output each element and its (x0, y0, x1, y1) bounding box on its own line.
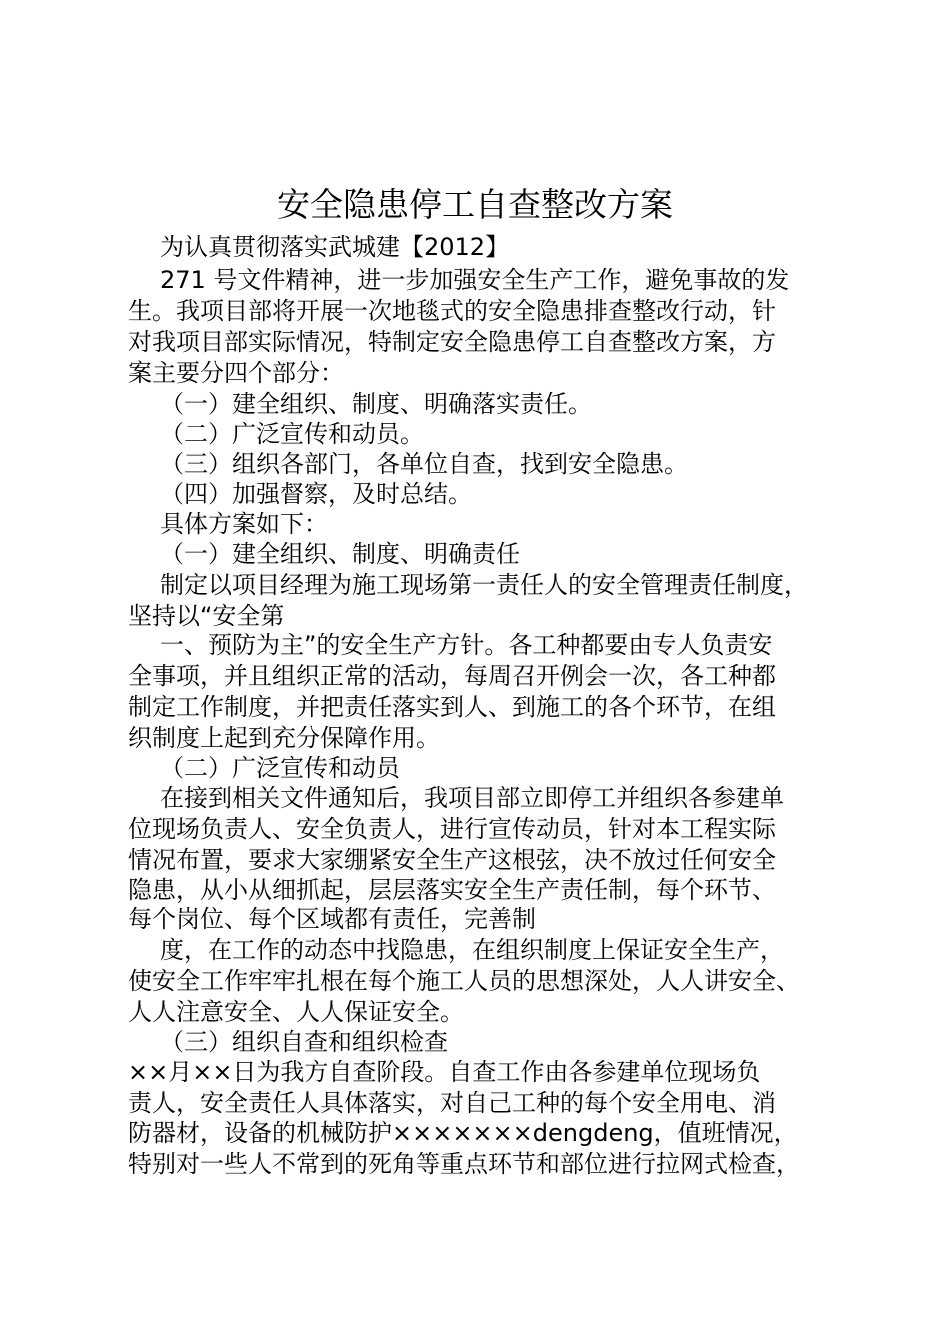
text-line: 制定工作制度，并把责任落实到人、到施工的各个环节，在组 (128, 693, 776, 721)
text-line: 为认真贯彻落实武城建【2012】 (160, 233, 510, 261)
text-line: 隐患，从小从细抓起，层层落实安全生产责任制，每个环节、 (128, 876, 776, 904)
text-line: 对我项目部实际情况，特制定安全隐患停工自查整改方案，方 (128, 328, 776, 356)
text-line: 坚持以“安全第 (128, 602, 285, 630)
text-line: 防器材，设备的机械防护×××××××dengdeng，值班情况， (128, 1119, 798, 1147)
text-line: 每个岗位、每个区域都有责任，完善制 (128, 905, 536, 933)
text-line: 特别对一些人不常到的死角等重点环节和部位进行拉网式检查， (128, 1150, 800, 1178)
text-line: （三）组织各部门，各单位自查，找到安全隐患。 (160, 450, 688, 478)
text-line: 情况布置，要求大家绷紧安全生产这根弦，决不放过任何安全 (128, 846, 776, 874)
text-line: （二）广泛宣传和动员。 (160, 420, 424, 448)
text-line: 一、预防为主”的安全生产方针。各工种都要由专人负责安 (160, 631, 773, 659)
text-line: （二）广泛宣传和动员 (160, 754, 400, 782)
text-line: 责人，安全责任人具体落实，对自己工种的每个安全用电、消 (128, 1089, 776, 1117)
text-line: （四）加强督察，及时总结。 (160, 480, 472, 508)
text-line: 具体方案如下： (160, 510, 328, 538)
text-line: 制定以项目经理为施工现场第一责任人的安全管理责任制度， (160, 571, 808, 599)
text-line: ××月××日为我方自查阶段。自查工作由各参建单位现场负 (128, 1058, 761, 1086)
text-line: 度，在工作的动态中找隐患，在组织制度上保证安全生产， (160, 936, 784, 964)
text-line: 案主要分四个部分： (128, 359, 344, 387)
text-line: （一）建全组织、制度、明确责任 (160, 540, 520, 568)
text-line: 位现场负责人、安全负责人，进行宣传动员，针对本工程实际 (128, 815, 776, 843)
text-line: 271 号文件精神，进一步加强安全生产工作，避免事故的发 (160, 266, 790, 294)
document-title: 安全隐患停工自查整改方案 (277, 185, 673, 224)
text-line: （三）组织自查和组织检查 (160, 1028, 448, 1056)
text-line: （一）建全组织、制度、明确落实责任。 (160, 390, 592, 418)
text-line: 在接到相关文件通知后，我项目部立即停工并组织各参建单 (160, 784, 784, 812)
text-line: 生。我项目部将开展一次地毯式的安全隐患排查整改行动，针 (128, 297, 776, 325)
text-line: 全事项，并且组织正常的活动，每周召开例会一次，各工种都 (128, 662, 776, 690)
text-line: 使安全工作牢牢扎根在每个施工人员的思想深处，人人讲安全、 (128, 967, 800, 995)
text-line: 织制度上起到充分保障作用。 (128, 724, 440, 752)
text-line: 人人注意安全、人人保证安全。 (128, 998, 464, 1026)
